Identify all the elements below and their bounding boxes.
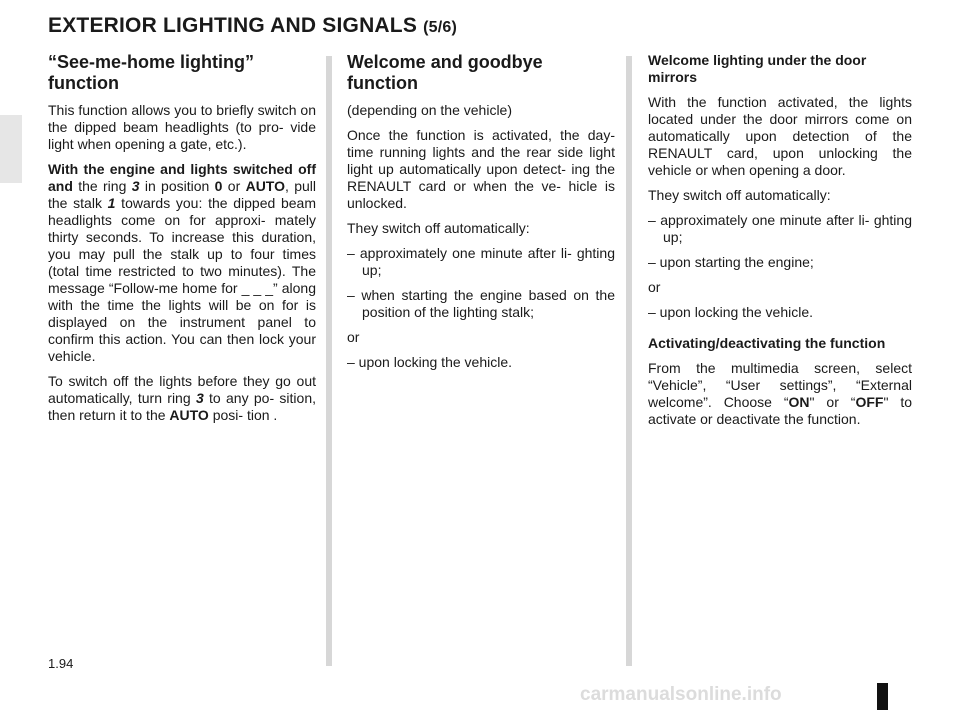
switch-off-intro: They switch off automatically: [648, 187, 831, 203]
see-me-home-switch-off: To switch off the lights before they go out automatically, turn ring 3 to any po- sition, then return it to the AUTO posi- tion . [48, 373, 316, 423]
instructions-lead: With the engine and lights switched off and [48, 161, 316, 194]
column-see-me-home [48, 52, 316, 432]
auto-label: AUTO [169, 407, 209, 423]
page-title [48, 14, 457, 38]
switch-off-intro: They switch off automatically: [347, 220, 530, 236]
list-item: – approximately one minute after li- ghting up; [347, 245, 615, 278]
mirror-lighting-description: With the function activated, the lights located under the door mirrors come on automatically upon detection of the RENAULT card, upon unlocking the vehicle or when opening a door. [648, 94, 912, 178]
page-number: 1.94 [48, 656, 74, 671]
welcome-goodbye-description: Once the function is activated, the day- time running lights and the rear side light light up automatically upon detect- ing the RENAULT card or when the ve- hicle is unlocked. [347, 127, 615, 211]
ring-number: 3 [131, 178, 140, 194]
or-separator: or [648, 279, 661, 295]
position-zero: 0 [214, 178, 223, 194]
vehicle-dependency-note: (depending on the vehicle) [347, 102, 513, 118]
auto-label: AUTO [245, 178, 285, 194]
ring-number: 3 [195, 390, 204, 406]
column-welcome-goodbye [347, 52, 615, 379]
column-divider-1 [326, 56, 332, 666]
page-title-part: (5/6) [423, 19, 457, 36]
list-item: – when starting the engine based on the position of the lighting stalk; [347, 287, 615, 320]
list-item: – upon locking the vehicle. [648, 304, 813, 320]
list-item: – approximately one minute after li- ghting up; [648, 212, 912, 245]
activation-instructions: From the multimedia screen, select “Vehicle”, “User settings”, “External welcome”. Choose “ON" or “OFF" to activate or deactivate the function. [648, 360, 912, 427]
column-mirror-lighting [648, 52, 912, 436]
watermark: carmanualsonline.info [580, 684, 782, 705]
see-me-home-intro: This function allows you to briefly switch on the dipped beam headlights (to pro- vide light when opening a gate, etc.). [48, 102, 316, 152]
off-label: OFF [855, 394, 884, 410]
see-me-home-instructions: With the engine and lights switched off and the ring 3 in position 0 or AUTO, pull the stalk 1 towards you: the dipped beam headlights come on for approxi- mately thirty seconds. To increase this duration, you may pull the stalk up to four times (total time restricted to two minutes). The message “Follow-me home for _ _ _” along with the time the lights will be on for is displayed on the instrument panel to confirm this action. You can then lock your vehicle. [48, 161, 317, 364]
on-label: ON [788, 394, 810, 410]
see-me-home-heading: “See-me-home lighting” function [48, 52, 255, 93]
page-title-text: EXTERIOR LIGHTING AND SIGNALS [48, 14, 418, 37]
activation-heading: Activating/deactivating the function [648, 335, 886, 351]
column-divider-2 [626, 56, 632, 666]
stalk-number: 1 [107, 195, 116, 211]
welcome-goodbye-heading: Welcome and goodbye function [347, 52, 543, 93]
list-item: – upon locking the vehicle. [347, 354, 512, 370]
chapter-side-tab [0, 115, 22, 183]
list-item: – upon starting the engine; [648, 254, 814, 270]
page-corner-mark [877, 683, 888, 710]
mirror-lighting-heading: Welcome lighting under the door mirrors [648, 52, 867, 85]
or-separator: or [347, 329, 360, 345]
